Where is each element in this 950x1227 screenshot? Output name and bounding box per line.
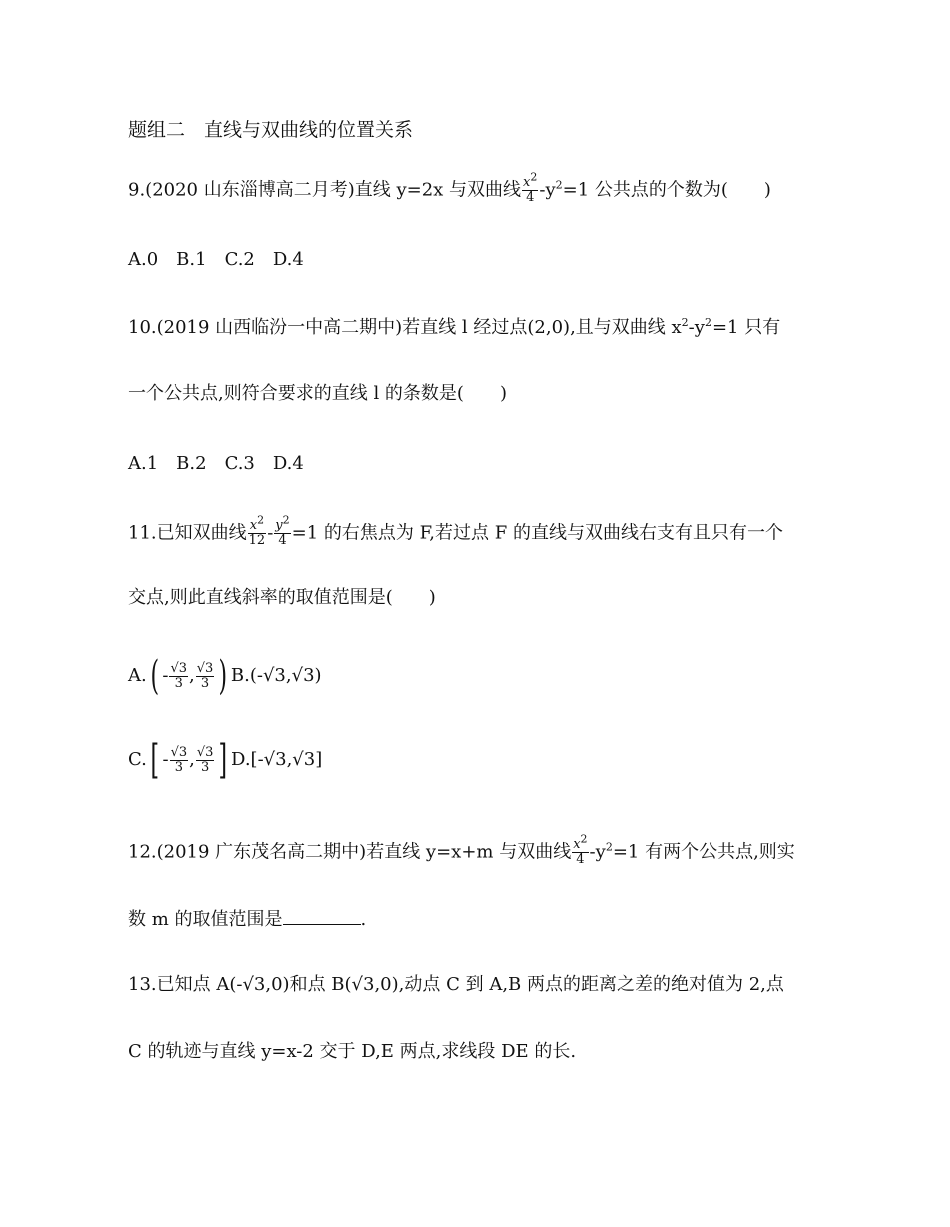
q9-stem-c: =1 公共点的个数为( ) [562, 179, 771, 201]
question-12-stem-line2 [128, 906, 366, 932]
q12-line2-period: . [360, 909, 367, 930]
question-10-stem-line1 [128, 316, 780, 340]
q12-line2-text: 数 m 的取值范围是 [128, 909, 283, 930]
q11-option-c-frac1 [170, 746, 189, 775]
question-10-options: A.1 B.2 C.3 D.4 [128, 453, 304, 474]
q11-option-c-close-bracket: ] [218, 737, 228, 783]
q11-option-a-frac1 [169, 662, 188, 691]
q10-exp2: 2 [704, 316, 712, 329]
q9-frac-exp: 2 [530, 170, 538, 184]
q11-option-a-den2: 3 [200, 675, 210, 691]
q12-frac-exp: 2 [580, 832, 588, 846]
q11-option-a-label: A. [128, 665, 147, 686]
question-11-stem-line1 [128, 513, 783, 548]
q12-answer-blank[interactable] [283, 906, 361, 925]
q11-frac2-exp: 2 [282, 513, 290, 527]
q10-exp1: 2 [681, 316, 689, 329]
q9-frac-den: 4 [526, 190, 535, 205]
q11-option-c-den1: 3 [174, 759, 183, 775]
q11-option-a-num2: √3 [196, 660, 214, 676]
question-9-stem [128, 170, 771, 205]
section-title: 题组二 直线与双曲线的位置关系 [128, 119, 414, 141]
question-13-stem-line1: 13.已知点 A(-√3,0)和点 B(√3,0),动点 C 到 A,B 两点的距离之差的绝对值为 2,点 [128, 974, 784, 995]
q11-frac1-num: x [249, 518, 258, 533]
q9-fraction [522, 170, 538, 205]
q11-frac1-exp: 2 [257, 513, 265, 527]
q9-stem-b-exp: 2 [555, 178, 563, 192]
q11-fraction-1 [248, 513, 267, 548]
question-11-options-cd [128, 738, 322, 782]
q10-line1-b: -y [688, 317, 705, 338]
q11-option-a-neg: - [162, 665, 169, 686]
question-13-stem-line2: C 的轨迹与直线 y=x-2 交于 D,E 两点,求线段 DE 的长. [128, 1041, 577, 1062]
q9-stem-a: 9.(2020 山东淄博高二月考)直线 y=2x 与双曲线 [128, 179, 522, 201]
q11-option-a-comma: , [189, 665, 195, 686]
q12-stem-b: -y [589, 841, 606, 863]
q11-option-c-label: C. [128, 749, 147, 770]
q11-minus: - [267, 522, 274, 544]
q10-line1-c: =1 只有 [711, 317, 781, 338]
q11-stem-b: =1 的右焦点为 F,若过点 F 的直线与双曲线右支有且只有一个 [291, 522, 783, 544]
q11-stem-a: 11.已知双曲线 [128, 522, 247, 544]
q11-option-b: B.(-√3,√3) [230, 665, 322, 686]
question-12-stem-line1 [128, 832, 795, 867]
q11-option-c-num1: √3 [170, 744, 188, 760]
q11-option-c-num2: √3 [196, 744, 214, 760]
q12-frac-num: x [573, 837, 581, 852]
q11-frac2-den: 4 [278, 533, 287, 548]
q11-option-c-frac2 [196, 746, 215, 775]
q11-option-c-den2: 3 [201, 759, 210, 775]
question-9-options: A.0 B.1 C.2 D.4 [128, 249, 304, 270]
q11-option-a-close-paren: ) [218, 653, 228, 699]
q11-fraction-2 [274, 513, 290, 548]
q12-frac-den: 4 [576, 852, 585, 867]
q11-frac2-num: y [275, 518, 283, 533]
q11-option-c-neg: - [162, 749, 169, 770]
q11-option-d: D.[-√3,√3] [231, 749, 323, 770]
q9-frac-num: x [523, 175, 531, 190]
q12-fraction [572, 832, 588, 867]
question-11-stem-line2: 交点,则此直线斜率的取值范围是( ) [128, 587, 436, 608]
q11-option-a-num1: √3 [170, 660, 187, 676]
q11-option-c-comma: , [189, 749, 195, 770]
question-11-options-ab [128, 654, 322, 698]
q12-stem-c: =1 有两个公共点,则实 [612, 841, 795, 863]
q12-stem-a: 12.(2019 广东茂名高二期中)若直线 y=x+m 与双曲线 [128, 841, 572, 863]
q11-frac1-den: 12 [248, 533, 266, 548]
q12-stem-b-exp: 2 [605, 840, 613, 854]
q10-line1-a: 10.(2019 山西临汾一中高二期中)若直线 l 经过点(2,0),且与双曲线 x [128, 317, 682, 338]
q11-option-a-den1: 3 [174, 675, 183, 691]
q11-option-c-open-bracket: [ [150, 737, 159, 783]
q11-option-a-frac2 [196, 662, 215, 691]
q9-stem-b: -y [539, 179, 556, 201]
question-10-stem-line2: 一个公共点,则符合要求的直线 l 的条数是( ) [128, 383, 507, 404]
q11-option-a-open-paren: ( [150, 653, 159, 699]
